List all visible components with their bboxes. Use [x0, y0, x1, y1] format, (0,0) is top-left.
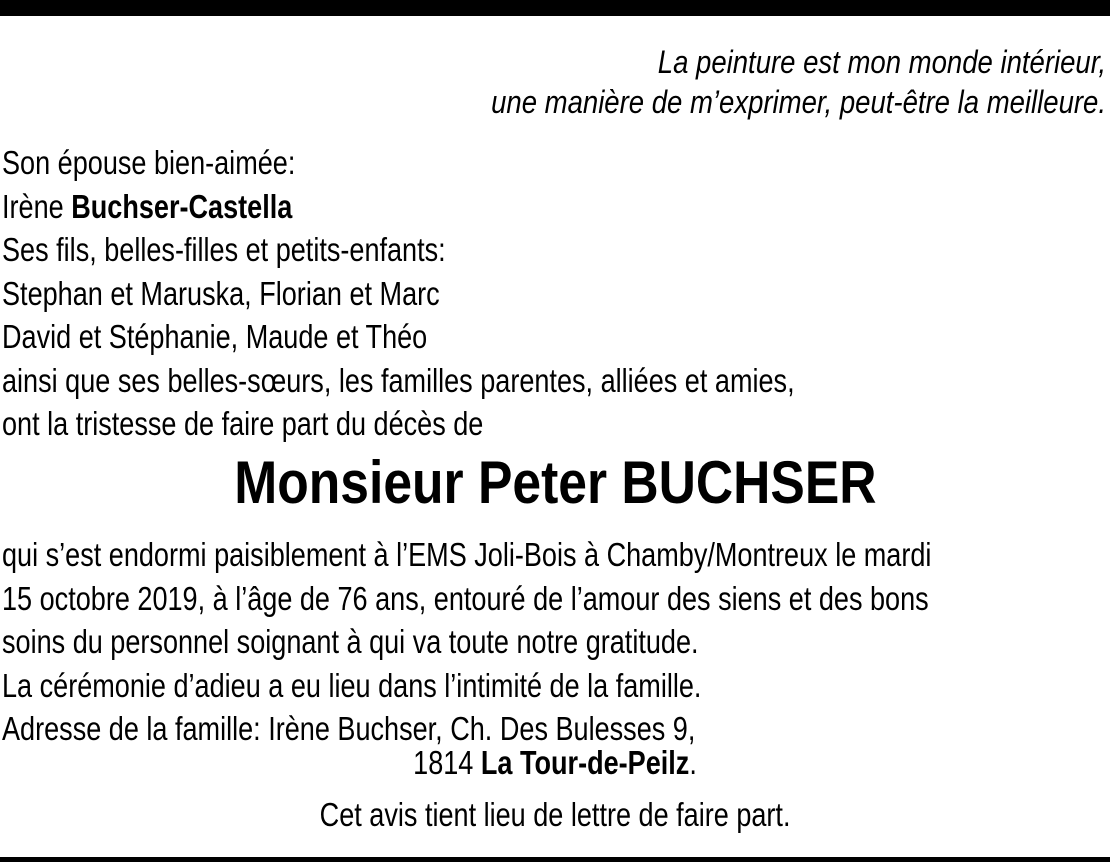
spouse-intro: Son épouse bien-aimée:: [2, 144, 296, 181]
epigraph-quote: [246, 42, 1106, 122]
city-name: La Tour-de-Peilz: [480, 744, 690, 781]
children-line-1: Stephan et Maruska, Florian et Marc: [2, 274, 440, 312]
details-line-1: qui s’est endormi paisiblement à l’EMS Joli-Bois à Chamby/Montreux le mardi: [2, 536, 932, 573]
family-address-city: [0, 741, 1110, 785]
deceased-name: Monsieur Peter BUCHSER: [233, 449, 877, 516]
deceased-name-heading: [0, 448, 1110, 518]
relatives-line: ainsi que ses belles-sœurs, les familles parentes, alliées et amies,: [2, 361, 795, 399]
ceremony-line: La cérémonie d’adieu a eu lieu dans l’intimité de la famille.: [2, 666, 702, 704]
children-intro: Ses fils, belles-filles et petits-enfants:: [2, 231, 446, 268]
city-period: .: [689, 744, 697, 781]
details-paragraph: [2, 533, 1084, 751]
family-announcement: [2, 141, 986, 446]
closing-text: Cet avis tient lieu de lettre de faire part.: [319, 796, 791, 833]
quote-line-2: une manière de m’exprimer, peut-être la meilleure.: [491, 84, 1107, 120]
announcement-line: ont la tristesse de faire part du décès de: [2, 405, 484, 442]
spouse-first-name: Irène: [2, 187, 72, 225]
spouse-name: [2, 185, 986, 229]
children-line-2: David et Stéphanie, Maude et Théo: [2, 318, 428, 355]
closing-note: [0, 793, 1110, 837]
family-address-line: Adresse de la famille: Irène Buchser, Ch. Des Bulesses 9,: [2, 710, 696, 747]
quote-line-1: La peinture est mon monde intérieur,: [657, 44, 1106, 80]
bottom-border-rule: [0, 857, 1110, 862]
details-line-2: 15 octobre 2019, à l’âge de 76 ans, entouré de l’amour des siens et des bons: [2, 579, 929, 617]
top-border-rule: [0, 0, 1110, 16]
postcode: 1814: [413, 744, 481, 781]
details-line-3: soins du personnel soignant à qui va toute notre gratitude.: [2, 623, 699, 660]
spouse-last-name: Buchser-Castella: [71, 187, 293, 225]
